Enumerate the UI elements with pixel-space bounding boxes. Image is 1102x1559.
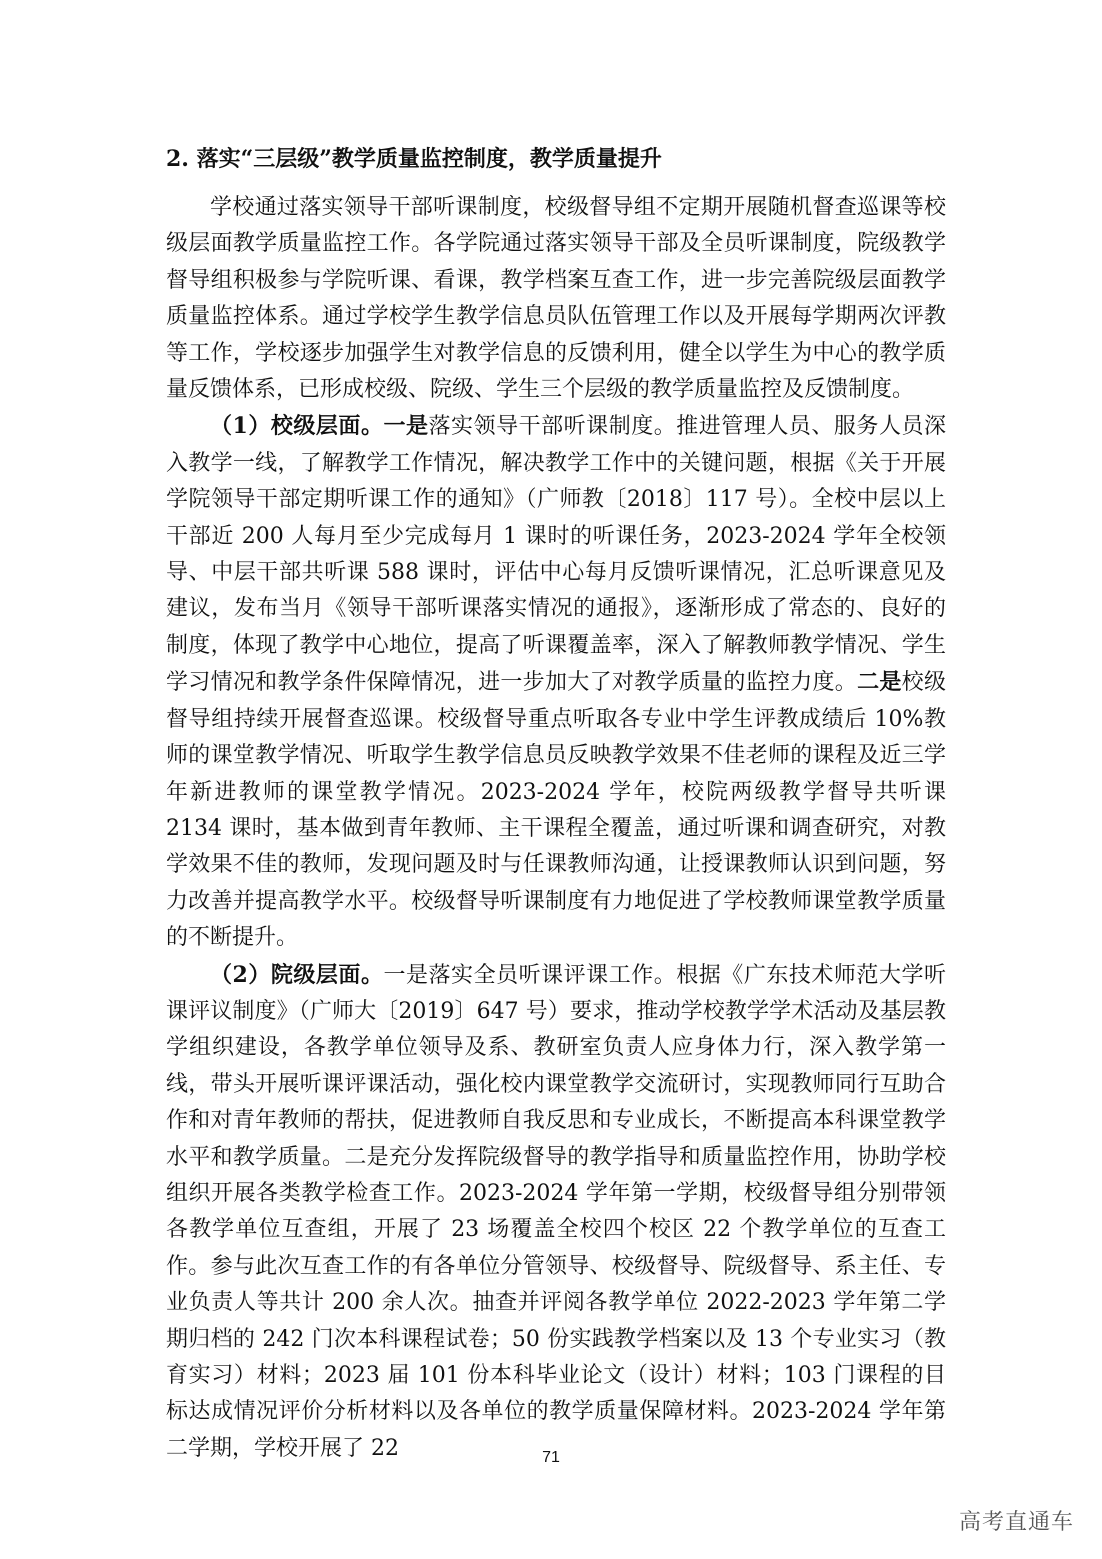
school-level-paragraph <box>166 408 946 956</box>
first-point-text: 落实领导干部听课制度。推进管理人员、服务人员深入教学一线，了解教学工作情况，解决教学工作中的关键问题，根据《关于开展学院领导干部定期听课工作的通知》（广师教〔2018〕117 号）。全校中层以上干部近 200 人每月至少完成每月 1 课时的听课任务，2023-2024 学年全校领导、中层干部共听课 588 课时，评估中心每月反馈听课情况，汇总听课意见及建议，发布当月《领导干部听课落实情况的通报》，逐渐形成了常态的、良好的制度，体现了教学中心地位，提高了听课覆盖率，深入了解教师教学情况、学生学习情况和教学条件保障情况，进一步加大了对教学质量的监控力度。 <box>166 414 946 696</box>
section-heading: 2. 落实“三层级”教学质量监控制度，教学质量提升 <box>166 146 662 172</box>
second-point-marker: 二是 <box>857 669 902 696</box>
intro-paragraph: 学校通过落实领导干部听课制度，校级督导组不定期开展随机督查巡课等校级层面教学质量监控工作。各学院通过落实领导干部及全员听课制度，院级教学督导组积极参与学院听课、看课，教学档案互查工作，进一步完善院级层面教学质量监控体系。通过学校学生教学信息员队伍管理工作以及开展每学期两次评教等工作，学校逐步加强学生对教学信息的反馈利用，健全以学生为中心的教学质量反馈体系，已形成校级、院级、学生三个层级的教学质量监控及反馈制度。 <box>166 195 946 403</box>
college-level-paragraph <box>166 957 946 1468</box>
school-level-lead: （1）校级层面。 <box>210 413 384 440</box>
second-point-text: 校级督导组持续开展督查巡课。校级督导重点听取各专业中学生评教成绩后 10%教师的课堂教学情况、听取学生教学信息员反映教学效果不佳老师的课程及近三学年新进教师的课堂教学情况。2023-2024 学年，校院两级教学督导共听课 2134 课时，基本做到青年教师、主干课程全覆盖，通过听课和调查研究，对教学效果不佳的教师，发现问题及时与任课教师沟通，让授课教师认识到问题，努力改善并提高教学水平。校级督导听课制度有力地促进了学校教师课堂教学质量的不断提升。 <box>166 670 946 951</box>
page-number: 71 <box>542 1449 560 1466</box>
first-point-marker: 一是 <box>383 413 429 440</box>
body-text <box>166 190 946 1467</box>
watermark-text: 高考直通车 <box>958 1510 1074 1535</box>
college-level-text: 一是落实全员听课评课工作。根据《广东技术师范大学听课评议制度》（广师大〔2019〕647 号）要求，推动学校教学学术活动及基层教学组织建设，各教学单位领导及系、教研室负责人应身体力行，深入教学第一线，带头开展听课评课活动，强化校内课堂教学交流研讨，实现教师同行互助合作和对青年教师的帮扶，促进教师自我反思和专业成长，不断提高本科课堂教学水平和教学质量。二是充分发挥院级督导的教学指导和质量监控作用，协助学校组织开展各类教学检查工作。2023-2024 学年第一学期，校级督导组分别带领各教学单位互查组，开展了 23 场覆盖全校四个校区 22 个教学单位的互查工作。参与此次互查工作的有各单位分管领导、校级督导、院级督导、系主任、专业负责人等共计 200 余人次。抽查并评阅各教学单位 2022-2023 学年第二学期归档的 242 门次本科课程试卷；50 份实践教学档案以及 13 个专业实习（教育实习）材料；2023 届 101 份本科毕业论文（设计）材料；103 门课程的目标达成情况评价分析材料以及各单位的教学质量保障材料。2023-2024 学年第二学期，学校开展了 22 <box>166 962 946 1461</box>
college-level-lead: （2）院级层面。 <box>210 961 384 988</box>
